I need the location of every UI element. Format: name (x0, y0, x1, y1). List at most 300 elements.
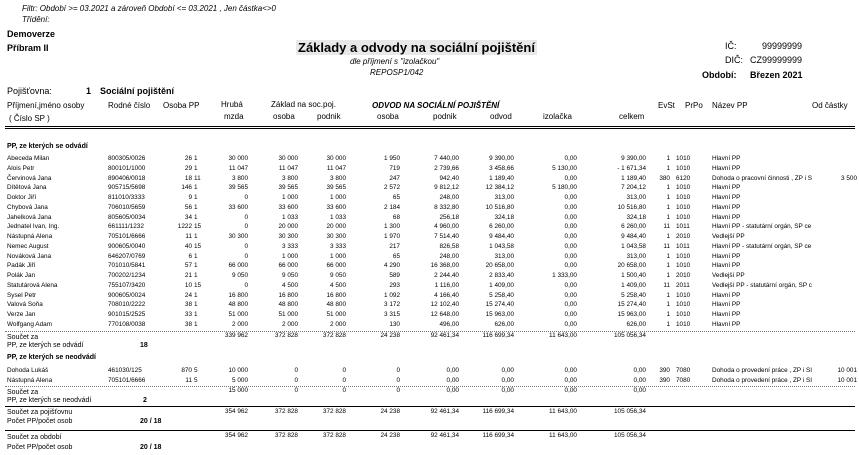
cell-hm: 66 000 (228, 262, 248, 270)
cell-os: 24 (184, 291, 192, 299)
cell-od: 6 260,00 (489, 223, 514, 231)
cell-zp: 30 000 (326, 155, 346, 162)
cell-zp: 48 800 (326, 301, 346, 309)
cell-rc: 705101/6666 (108, 233, 146, 240)
cell-os: 11 (185, 233, 192, 240)
table-row (0, 174, 859, 183)
cell-ce: 5 258,40 (621, 291, 646, 299)
section-odvadi-label: PP, ze kterých se odvádí (7, 143, 88, 150)
sum-op: 92 461,34 (430, 408, 459, 415)
col-odvod-podnik: podnik (433, 112, 457, 121)
cell-zo: 33 600 (278, 203, 298, 211)
cell-name: Chybová Jana (7, 203, 48, 211)
sum-zo: 0 (294, 387, 298, 394)
sum-zo: 372 828 (274, 408, 298, 415)
cell-op: 1 116,00 (434, 281, 459, 289)
cell-pr: 2011 (676, 281, 690, 289)
cell-hm: 0 (244, 281, 248, 289)
sum-zp: 372 828 (322, 432, 346, 439)
sort-text: Třídění: (22, 15, 50, 24)
cell-iz: 0,00 (564, 252, 577, 260)
cell-ce: 15 274,40 (617, 301, 646, 309)
cell-pp: 15 (194, 242, 202, 250)
cell-name: Nástupná Alena (7, 233, 53, 240)
sum-ce: 105 056,34 (614, 408, 646, 415)
cell-ev: 390 (659, 376, 670, 384)
cell-od: 9 390,00 (489, 155, 514, 162)
cell-pr: 1010 (676, 155, 691, 162)
cell-rc: 700202/1234 (108, 272, 146, 279)
cell-name: Doktor Jiří (7, 194, 37, 201)
cell-os: 57 (184, 262, 192, 270)
cell-iz: 0,00 (564, 367, 577, 374)
cell-op: 826,58 (439, 242, 459, 250)
cell-od: 20 658,00 (485, 262, 514, 270)
cell-ev: 380 (659, 174, 670, 182)
sum-zp: 0 (342, 387, 346, 394)
cell-ce: 1 189,40 (621, 174, 646, 182)
table-row (0, 154, 859, 163)
cell-oo: 3 315 (384, 311, 400, 318)
cell-pp: 1 (194, 184, 198, 192)
cell-od: 10 516,80 (485, 203, 514, 211)
table-row (0, 300, 859, 309)
cell-oo: 1 970 (384, 233, 400, 240)
cell-iz: 0,00 (564, 262, 577, 270)
cell-zo: 11 047 (278, 164, 298, 172)
sum-ce: 105 056,34 (614, 332, 646, 339)
cell-ev: 1 (666, 213, 670, 221)
cell-hm: 3 800 (232, 174, 248, 182)
cell-pp: 15 (194, 223, 202, 231)
cell-oo: 1 300 (384, 223, 400, 231)
cell-pr: 1010 (676, 311, 691, 318)
cell-oo: 130 (389, 320, 400, 328)
cell-ce: 10 516,80 (617, 203, 646, 211)
cell-nazev: Hlavní PP (712, 301, 741, 309)
totals-insurer-label: Součet za pojišťovnu (7, 409, 73, 416)
table-row (0, 376, 859, 385)
cell-zo: 0 (294, 376, 298, 384)
cell-pp: 1 (194, 155, 198, 162)
cell-pp: 1 (194, 213, 198, 221)
cell-name: Dohoda Lukáš (7, 367, 49, 374)
cell-zp: 66 000 (326, 262, 346, 270)
cell-zp: 30 300 (326, 233, 346, 240)
cell-pp: 5 (194, 376, 198, 384)
cell-pp: 1 (194, 291, 198, 299)
cell-pr: 1011 (676, 242, 690, 250)
cell-oo: 1 950 (384, 155, 400, 162)
cell-ev: 1 (666, 233, 670, 240)
cell-pp: 1 (194, 301, 198, 309)
sum-row (0, 407, 859, 416)
dic-value: CZ99999999 (750, 55, 803, 65)
cell-hm: 39 565 (228, 184, 248, 192)
sum-oo: 24 238 (380, 432, 400, 439)
cell-zo: 39 565 (278, 184, 298, 192)
cell-nazev: Hlavní PP (712, 164, 741, 172)
table-row (0, 366, 859, 375)
sum-od: 0,00 (501, 387, 514, 394)
col-base: Základ na soc.poj. (271, 100, 336, 109)
cell-ce: 9 484,40 (621, 233, 646, 240)
cell-zo: 2 000 (282, 320, 298, 328)
col-name: Příjmení,jméno osoby (7, 101, 85, 110)
cell-nazev: Hlavní PP (712, 320, 741, 328)
cell-hm: 30 000 (228, 155, 248, 162)
cell-name: Nemec August (7, 242, 49, 250)
cell-nazev: Vedlejší PP (712, 272, 745, 279)
cell-ce: 313,00 (626, 194, 646, 201)
cell-oo: 0 (396, 376, 400, 384)
cell-ev: 1 (666, 184, 670, 192)
cell-hm: 0 (244, 213, 248, 221)
cell-ce: 20 658,00 (617, 262, 646, 270)
period-value: Březen 2021 (750, 70, 803, 80)
col-gross-1: Hrubá (221, 100, 243, 109)
cell-zp: 16 800 (326, 291, 346, 299)
dic-label: DIČ: (725, 55, 743, 65)
cell-iz: 0,00 (564, 301, 577, 309)
cell-zp: 0 (342, 376, 346, 384)
sum-op: 92 461,34 (430, 432, 459, 439)
cell-nazev: Hlavní PP (712, 252, 741, 260)
cell-os: 1222 (177, 223, 192, 231)
cell-rc: 901015/2525 (108, 311, 146, 318)
table-row (0, 232, 859, 241)
cell-ce: 324,18 (626, 213, 646, 221)
cell-od: 15 963,00 (485, 311, 514, 318)
cell-od: 12 384,12 (485, 184, 514, 192)
sum-hm: 354 962 (224, 408, 248, 415)
table-row (0, 183, 859, 192)
cell-op: 7 514,40 (434, 233, 459, 240)
cell-oo: 2 572 (384, 184, 400, 192)
sum-hm: 15 000 (228, 387, 248, 394)
totals-period-label: Součet za období (7, 434, 62, 441)
cell-rc: 646207/0769 (108, 252, 146, 260)
report-code: REPOSP1/042 (370, 68, 424, 77)
cell-nazev: Hlavní PP - statutární orgán, SP ce (712, 242, 812, 250)
cell-nazev: Hlavní PP - statutární orgán, SP ce (712, 223, 812, 231)
cell-nazev: Dohoda o provedení práce , ZP i SI (712, 367, 813, 374)
totals-insurer-count: 20 / 18 (140, 418, 162, 425)
cell-od: 1 043,58 (489, 242, 514, 250)
cell-ce: 1 409,00 (621, 281, 646, 289)
cell-hm: 0 (244, 223, 248, 231)
table-row (0, 193, 859, 202)
cell-zo: 1 033 (282, 213, 298, 221)
cell-pp: 1 (194, 311, 198, 318)
sum-od: 116 699,34 (482, 332, 514, 339)
cell-name: Abeceda Milan (7, 155, 50, 162)
cell-zo: 30 000 (278, 155, 298, 162)
cell-iz: 0,00 (564, 291, 577, 299)
cell-zp: 9 050 (330, 272, 346, 279)
section2-sum-count: 2 (143, 397, 147, 404)
company-city: Příbram II (7, 43, 49, 53)
col-odvod-title: ODVOD NA SOCIÁLNÍ POJIŠTĚNÍ (372, 101, 500, 110)
cell-rc: 800101/1000 (108, 164, 146, 172)
cell-ce: 6 260,00 (621, 223, 646, 231)
company-name: Demoverze (7, 29, 56, 39)
filter-text: Filtr: Období >= 03.2021 a zároveň Období <= 03.2021 , Jen částka<>0 (22, 4, 276, 13)
cell-zo: 16 800 (278, 291, 298, 299)
cell-od: 313,00 (494, 194, 514, 201)
sum-od: 116 699,34 (482, 432, 514, 439)
sum-hm: 339 962 (224, 332, 248, 339)
cell-nazev: Hlavní PP (712, 194, 741, 201)
col-name-2: ( Číslo SP ) (9, 114, 50, 123)
cell-hm: 0 (244, 252, 248, 260)
cell-zp: 4 500 (330, 281, 346, 289)
cell-nazev: Hlavní PP (712, 311, 741, 318)
cell-zp: 11 047 (326, 164, 346, 172)
cell-zo: 3 333 (282, 242, 298, 250)
cell-zp: 2 000 (330, 320, 346, 328)
sum-ce: 105 056,34 (614, 432, 646, 439)
cell-zp: 3 800 (330, 174, 346, 182)
cell-pr: 1010 (676, 320, 691, 328)
table-row (0, 281, 859, 290)
col-odvod-osoba: osoba (377, 112, 399, 121)
cell-zp: 3 333 (330, 242, 346, 250)
cell-hm: 0 (244, 242, 248, 250)
cell-op: 256,18 (439, 213, 459, 221)
col-odvod-odvod: odvod (490, 112, 512, 121)
cell-iz: 0,00 (564, 233, 577, 240)
cell-os: 38 (184, 320, 192, 328)
col-base-podnik: podnik (317, 112, 341, 121)
cell-rc: 900605/0024 (108, 291, 146, 299)
cell-pp: 1 (194, 262, 198, 270)
totals-period-count: 20 / 18 (140, 444, 162, 451)
cell-ev: 390 (659, 367, 670, 374)
col-od-castky: Od částky (812, 101, 848, 110)
sum-op: 92 461,34 (430, 332, 459, 339)
cell-zo: 51 000 (278, 311, 298, 318)
cell-zp: 39 565 (326, 184, 346, 192)
insurer-number: 1 (86, 86, 92, 96)
cell-odc: 10 001 (837, 376, 857, 384)
cell-oo: 65 (392, 252, 400, 260)
section1-sum-label-2: PP, ze kterých se odvádí (7, 342, 84, 349)
cell-iz: 0,00 (564, 311, 577, 318)
table-row (0, 242, 859, 251)
cell-rc: 805605/0034 (108, 213, 146, 221)
cell-op: 12 102,40 (430, 301, 459, 309)
cell-zo: 1 000 (282, 194, 298, 201)
cell-name: Jahelková Jana (7, 213, 52, 221)
cell-rc: 461030/125 (108, 367, 142, 374)
cell-name: Sysel Petr (7, 291, 37, 299)
sum-op: 0,00 (446, 387, 459, 394)
cell-os: 26 (184, 155, 192, 162)
cell-oo: 589 (389, 272, 400, 279)
report-subtitle: dle příjmení s "izolačkou" (350, 57, 440, 66)
cell-iz: 0,00 (564, 155, 577, 162)
cell-zp: 20 000 (326, 223, 346, 231)
cell-zo: 1 000 (282, 252, 298, 260)
cell-rc: 755107/3420 (108, 281, 146, 289)
sum-oo: 0 (396, 387, 400, 394)
section2-sum-label-2: PP, ze kterých se neodvádí (7, 397, 92, 404)
cell-pr: 2010 (676, 233, 691, 240)
cell-os: 29 (184, 164, 192, 172)
cell-ce: 626,00 (626, 320, 646, 328)
col-base-osoba: osoba (273, 112, 295, 121)
cell-os: 11 (185, 376, 192, 384)
cell-op: 4 166,40 (434, 291, 459, 299)
sum-oo: 24 238 (380, 332, 400, 339)
sum-iz: 11 643,00 (549, 432, 577, 439)
cell-os: 18 (184, 174, 192, 182)
col-izolacka: izolačka (543, 112, 572, 121)
totals-period-label-2: Počet PP/počet osob (7, 444, 73, 451)
cell-op: 0,00 (446, 376, 459, 384)
cell-hm: 33 600 (228, 203, 248, 211)
cell-oo: 2 184 (384, 203, 400, 211)
ic-label: IČ: (725, 41, 737, 51)
cell-nazev: Hlavní PP (712, 184, 741, 192)
cell-pp: 11 (194, 174, 201, 182)
cell-od: 2 833,40 (489, 272, 514, 279)
cell-name: Nováková Jana (7, 252, 52, 260)
cell-name: Valová Soňa (7, 301, 43, 309)
insurer-name: Sociální pojištění (100, 86, 175, 96)
cell-ce: 15 963,00 (617, 311, 646, 318)
cell-zp: 0 (342, 367, 346, 374)
cell-os: 9 (188, 194, 192, 201)
cell-iz: 0,00 (564, 203, 577, 211)
cell-pr: 7080 (676, 376, 691, 384)
cell-ce: 7 204,12 (621, 184, 646, 192)
cell-zo: 4 500 (282, 281, 298, 289)
cell-op: 248,00 (439, 194, 459, 201)
cell-os: 6 (188, 252, 192, 260)
cell-os: 21 (184, 272, 192, 279)
cell-iz: 1 333,00 (552, 272, 577, 279)
cell-name: Alois Petr (7, 164, 35, 172)
cell-pr: 1010 (676, 184, 691, 192)
cell-pp: 15 (194, 281, 202, 289)
cell-zp: 51 000 (326, 311, 346, 318)
cell-pp: 5 (194, 367, 198, 374)
cell-ev: 1 (666, 320, 670, 328)
cell-op: 2 739,66 (434, 164, 459, 172)
report-title: Základy a odvody na sociální pojištění (298, 40, 535, 55)
cell-name: Verze Jan (7, 311, 36, 318)
cell-nazev: Hlavní PP (712, 291, 741, 299)
cell-oo: 217 (389, 242, 400, 250)
cell-ev: 1 (666, 252, 670, 260)
cell-os: 56 (184, 203, 192, 211)
cell-iz: 0,00 (564, 281, 577, 289)
cell-ce: 0,00 (633, 367, 646, 374)
cell-os: 40 (184, 242, 192, 250)
cell-pr: 1010 (676, 262, 691, 270)
cell-ce: 1 043,58 (621, 242, 646, 250)
cell-od: 0,00 (501, 367, 514, 374)
cell-op: 942,40 (439, 174, 459, 182)
cell-nazev: Hlavní PP (712, 155, 741, 162)
cell-ev: 1 (666, 291, 670, 299)
cell-hm: 5 000 (232, 376, 248, 384)
section-neodvadi-label: PP, ze kterých se neodvádí (7, 354, 96, 361)
cell-oo: 65 (392, 194, 400, 201)
cell-name: Dítětová Jana (7, 184, 47, 192)
cell-pr: 1010 (676, 203, 691, 211)
col-prpo: PrPo (685, 101, 703, 110)
cell-od: 15 274,40 (485, 301, 514, 309)
cell-od: 5 258,40 (489, 291, 514, 299)
cell-hm: 2 000 (232, 320, 248, 328)
cell-ce: 313,00 (626, 252, 646, 260)
table-row (0, 164, 859, 173)
cell-hm: 16 800 (228, 291, 248, 299)
cell-ev: 1 (666, 203, 670, 211)
cell-zp: 33 600 (326, 203, 346, 211)
cell-rc: 770108/0038 (108, 320, 146, 328)
cell-name: Červinová Jana (7, 174, 52, 182)
sum-row (0, 386, 859, 395)
cell-op: 4 960,00 (434, 223, 459, 231)
cell-os: 146 (181, 184, 192, 192)
col-person: Osoba PP (163, 101, 200, 110)
cell-pp: 1 (194, 272, 198, 279)
sum-ce: 0,00 (633, 387, 646, 394)
cell-nazev: Dohoda o provedení práce , ZP i SI (712, 376, 813, 384)
cell-ev: 11 (663, 223, 670, 231)
cell-oo: 719 (389, 164, 400, 172)
cell-iz: 0,00 (564, 213, 577, 221)
cell-hm: 11 047 (228, 164, 248, 172)
col-gross-2: mzda (224, 112, 244, 121)
cell-nazev: Hlavní PP (712, 203, 741, 211)
cell-iz: 5 180,00 (552, 184, 577, 192)
table-row (0, 203, 859, 212)
cell-od: 0,00 (501, 376, 514, 384)
cell-iz: 0,00 (564, 376, 577, 384)
cell-pp: 1 (194, 203, 198, 211)
cell-iz: 0,00 (564, 242, 577, 250)
section1-sum-label: Součet za (7, 334, 39, 341)
sum-zo: 372 828 (274, 332, 298, 339)
cell-iz: 0,00 (564, 174, 577, 182)
cell-oo: 247 (389, 174, 400, 182)
cell-rc: 890406/0018 (108, 174, 146, 182)
cell-zo: 30 300 (278, 233, 298, 240)
cell-op: 9 812,12 (434, 184, 459, 192)
sum-iz: 11 643,00 (549, 332, 577, 339)
cell-ev: 1 (666, 155, 670, 162)
table-row (0, 213, 859, 222)
cell-od: 1 189,40 (489, 174, 514, 182)
table-row (0, 291, 859, 300)
cell-name: Statutárová Alena (7, 281, 58, 289)
sum-hm: 354 962 (224, 432, 248, 439)
cell-ce: 0,00 (633, 376, 646, 384)
cell-nazev: Dohoda o pracovní činnosti , ZP i S (712, 174, 813, 182)
cell-oo: 1 092 (384, 291, 400, 299)
cell-pp: 1 (194, 164, 198, 172)
cell-name: Jednatel Ivan, Ing. (7, 223, 60, 231)
totals-insurer-label-2: Počet PP/počet osob (7, 418, 73, 425)
cell-zo: 9 050 (282, 272, 298, 279)
table-row (0, 320, 859, 329)
cell-rc: 705101/6666 (108, 376, 146, 384)
